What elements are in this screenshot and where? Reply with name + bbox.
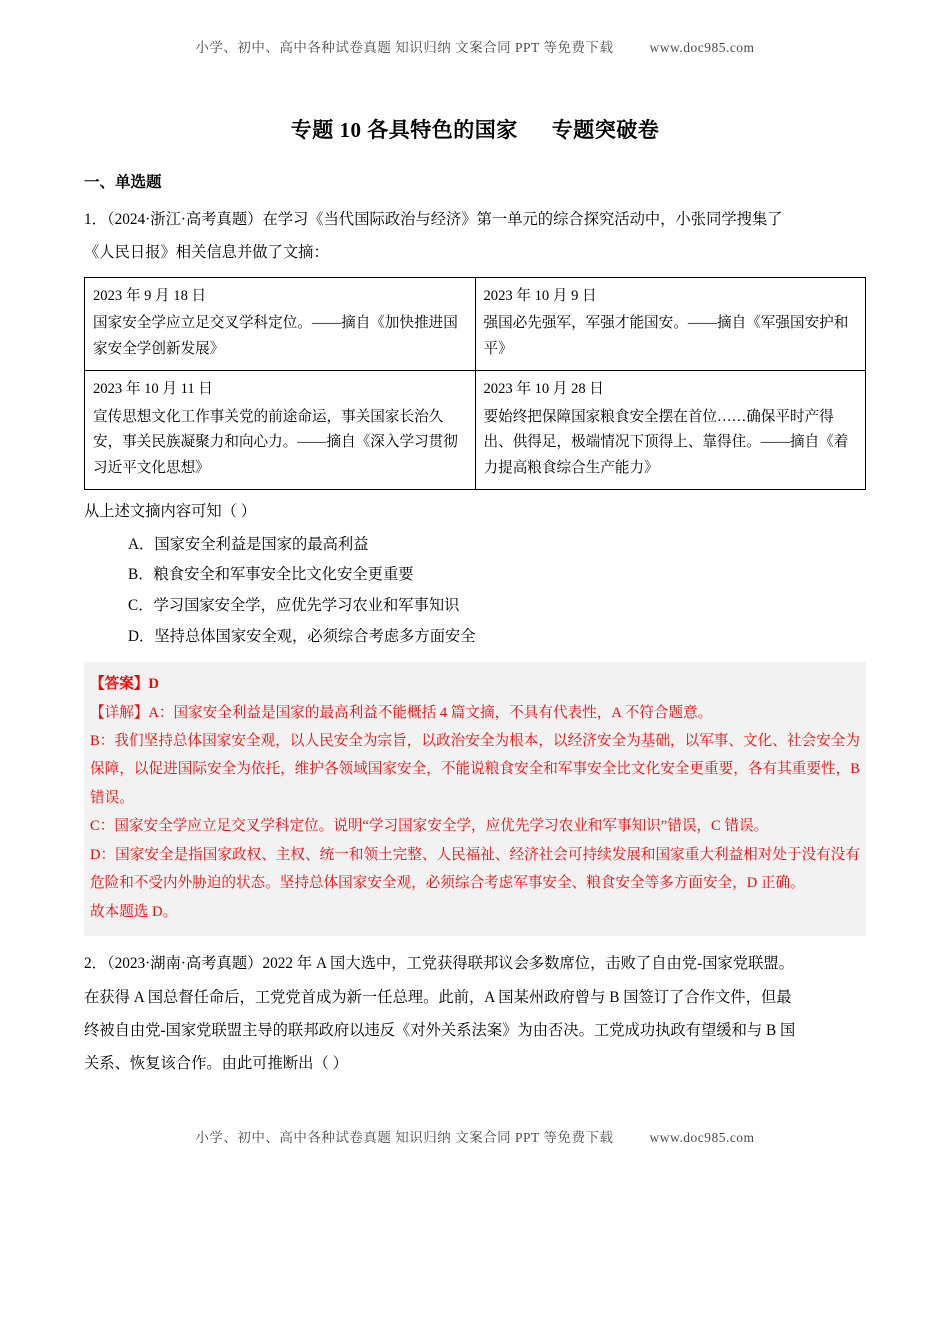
question2-line3: 终被自由党-国家党联盟主导的联邦政府以违反《对外关系法案》为由否决。工党成功执政有望缓和与 B 国 bbox=[84, 1021, 796, 1039]
option-a[interactable]: A．国家安全利益是国家的最高利益 bbox=[128, 535, 369, 553]
explanation-line: 【详解】A：国家安全利益是国家的最高利益不能概括 4 篇文摘，不具有代表性，A 不符合题意。 bbox=[90, 704, 713, 721]
page-title bbox=[84, 114, 866, 144]
page-title-main: 专题 10 各具特色的国家 bbox=[290, 118, 518, 142]
question1-prompt: 从上述文摘内容可知（ ） bbox=[84, 503, 257, 521]
explanation-line: B：我们坚持总体国家安全观，以人民安全为宗旨，以政治安全为根本，以经济安全为基础，以军事、文化、社会安全为保障，以促进国际安全为依托，维护各领域国家安全，不能说粮食安全和军事安全比文化安全更重要，各有其重要性，B 错误。 bbox=[90, 733, 860, 806]
excerpt-text: 强国必先强军，军强才能国安。——摘自《军强国安护和平》 bbox=[483, 315, 849, 357]
question2-line1: 2．（2023·湖南·高考真题）2022 年 A 国大选中，工党获得联邦议会多数席位，击败了自由党-国家党联盟。 bbox=[84, 955, 795, 973]
excerpt-table bbox=[84, 277, 866, 491]
question1-answer-block bbox=[84, 662, 866, 936]
question1-stem-line2: 《人民日报》相关信息并做了文摘： bbox=[84, 244, 329, 262]
excerpt-text: 国家安全学应立足交叉学科定位。——摘自《加快推进国家安全学创新发展》 bbox=[93, 315, 458, 357]
explanation-line: D：国家安全是指国家政权、主权、统一和领土完整、人民福祉、经济社会可持续发展和国家重大利益相对处于没有没有危险和不受内外胁迫的状态。坚持总体国家安全观，必须综合考虑军事安全、粮食安全等多方面安全，D 正确。 bbox=[90, 846, 860, 892]
option-c[interactable]: C．学习国家安全学，应优先学习农业和军事知识 bbox=[128, 596, 460, 614]
watermark-bottom bbox=[84, 1126, 866, 1146]
question2-line4: 关系、恢复该合作。由此可推断出（ ） bbox=[84, 1055, 348, 1073]
watermark-text: 小学、初中、高中各种试卷真题 知识归纳 文案合同 PPT 等免费下载 bbox=[195, 40, 614, 55]
explanation-line: 故本题选 D。 bbox=[90, 903, 178, 920]
watermark-text: 小学、初中、高中各种试卷真题 知识归纳 文案合同 PPT 等免费下载 bbox=[195, 1129, 614, 1145]
excerpt-date: 2023 年 9 月 18 日 bbox=[93, 287, 207, 304]
question2-line2: 在获得 A 国总督任命后，工党党首成为新一任总理。此前，A 国某州政府曾与 B 国签订了合作文件，但最 bbox=[84, 988, 792, 1006]
excerpt-date: 2023 年 10 月 11 日 bbox=[93, 381, 213, 398]
excerpt-text: 要始终把保障国家粮食安全摆在首位……确保平时产得出、供得足，极端情况下顶得上、靠得住。——摘自《着力提高粮食综合生产能力》 bbox=[483, 408, 849, 476]
excerpt-date: 2023 年 10 月 28 日 bbox=[483, 381, 604, 398]
option-d[interactable]: D．坚持总体国家安全观，必须综合考虑多方面安全 bbox=[128, 627, 476, 645]
section-heading: 一、单选题 bbox=[84, 174, 162, 191]
question1-stem-line1: 1．（2024·浙江·高考真题）在学习《当代国际政治与经济》第一单元的综合探究活动中，小张同学搜集了 bbox=[84, 211, 783, 228]
table-row bbox=[85, 371, 866, 490]
option-b[interactable]: B．粮食安全和军事安全比文化安全更重要 bbox=[128, 566, 414, 584]
watermark-top bbox=[84, 36, 866, 56]
table-cell bbox=[85, 371, 476, 490]
table-cell bbox=[475, 371, 866, 490]
excerpt-date: 2023 年 10 月 9 日 bbox=[483, 287, 597, 304]
question1-options bbox=[84, 530, 866, 652]
answer-label: 【答案】D bbox=[90, 676, 159, 693]
watermark-site: www.doc985.com bbox=[649, 40, 755, 55]
watermark-site: www.doc985.com bbox=[649, 1129, 755, 1145]
explanation-line: C：国家安全学应立足交叉学科定位。说明“学习国家安全学，应优先学习农业和军事知识”错误，C 错误。 bbox=[90, 818, 769, 835]
excerpt-text: 宣传思想文化工作事关党的前途命运，事关国家长治久安，事关民族凝聚力和向心力。——摘自《深入学习贯彻习近平文化思想》 bbox=[93, 408, 458, 476]
table-cell bbox=[85, 277, 476, 371]
question2 bbox=[84, 948, 866, 1079]
table-row bbox=[85, 277, 866, 371]
page-title-sub: 专题突破卷 bbox=[551, 118, 660, 142]
table-cell bbox=[475, 277, 866, 371]
